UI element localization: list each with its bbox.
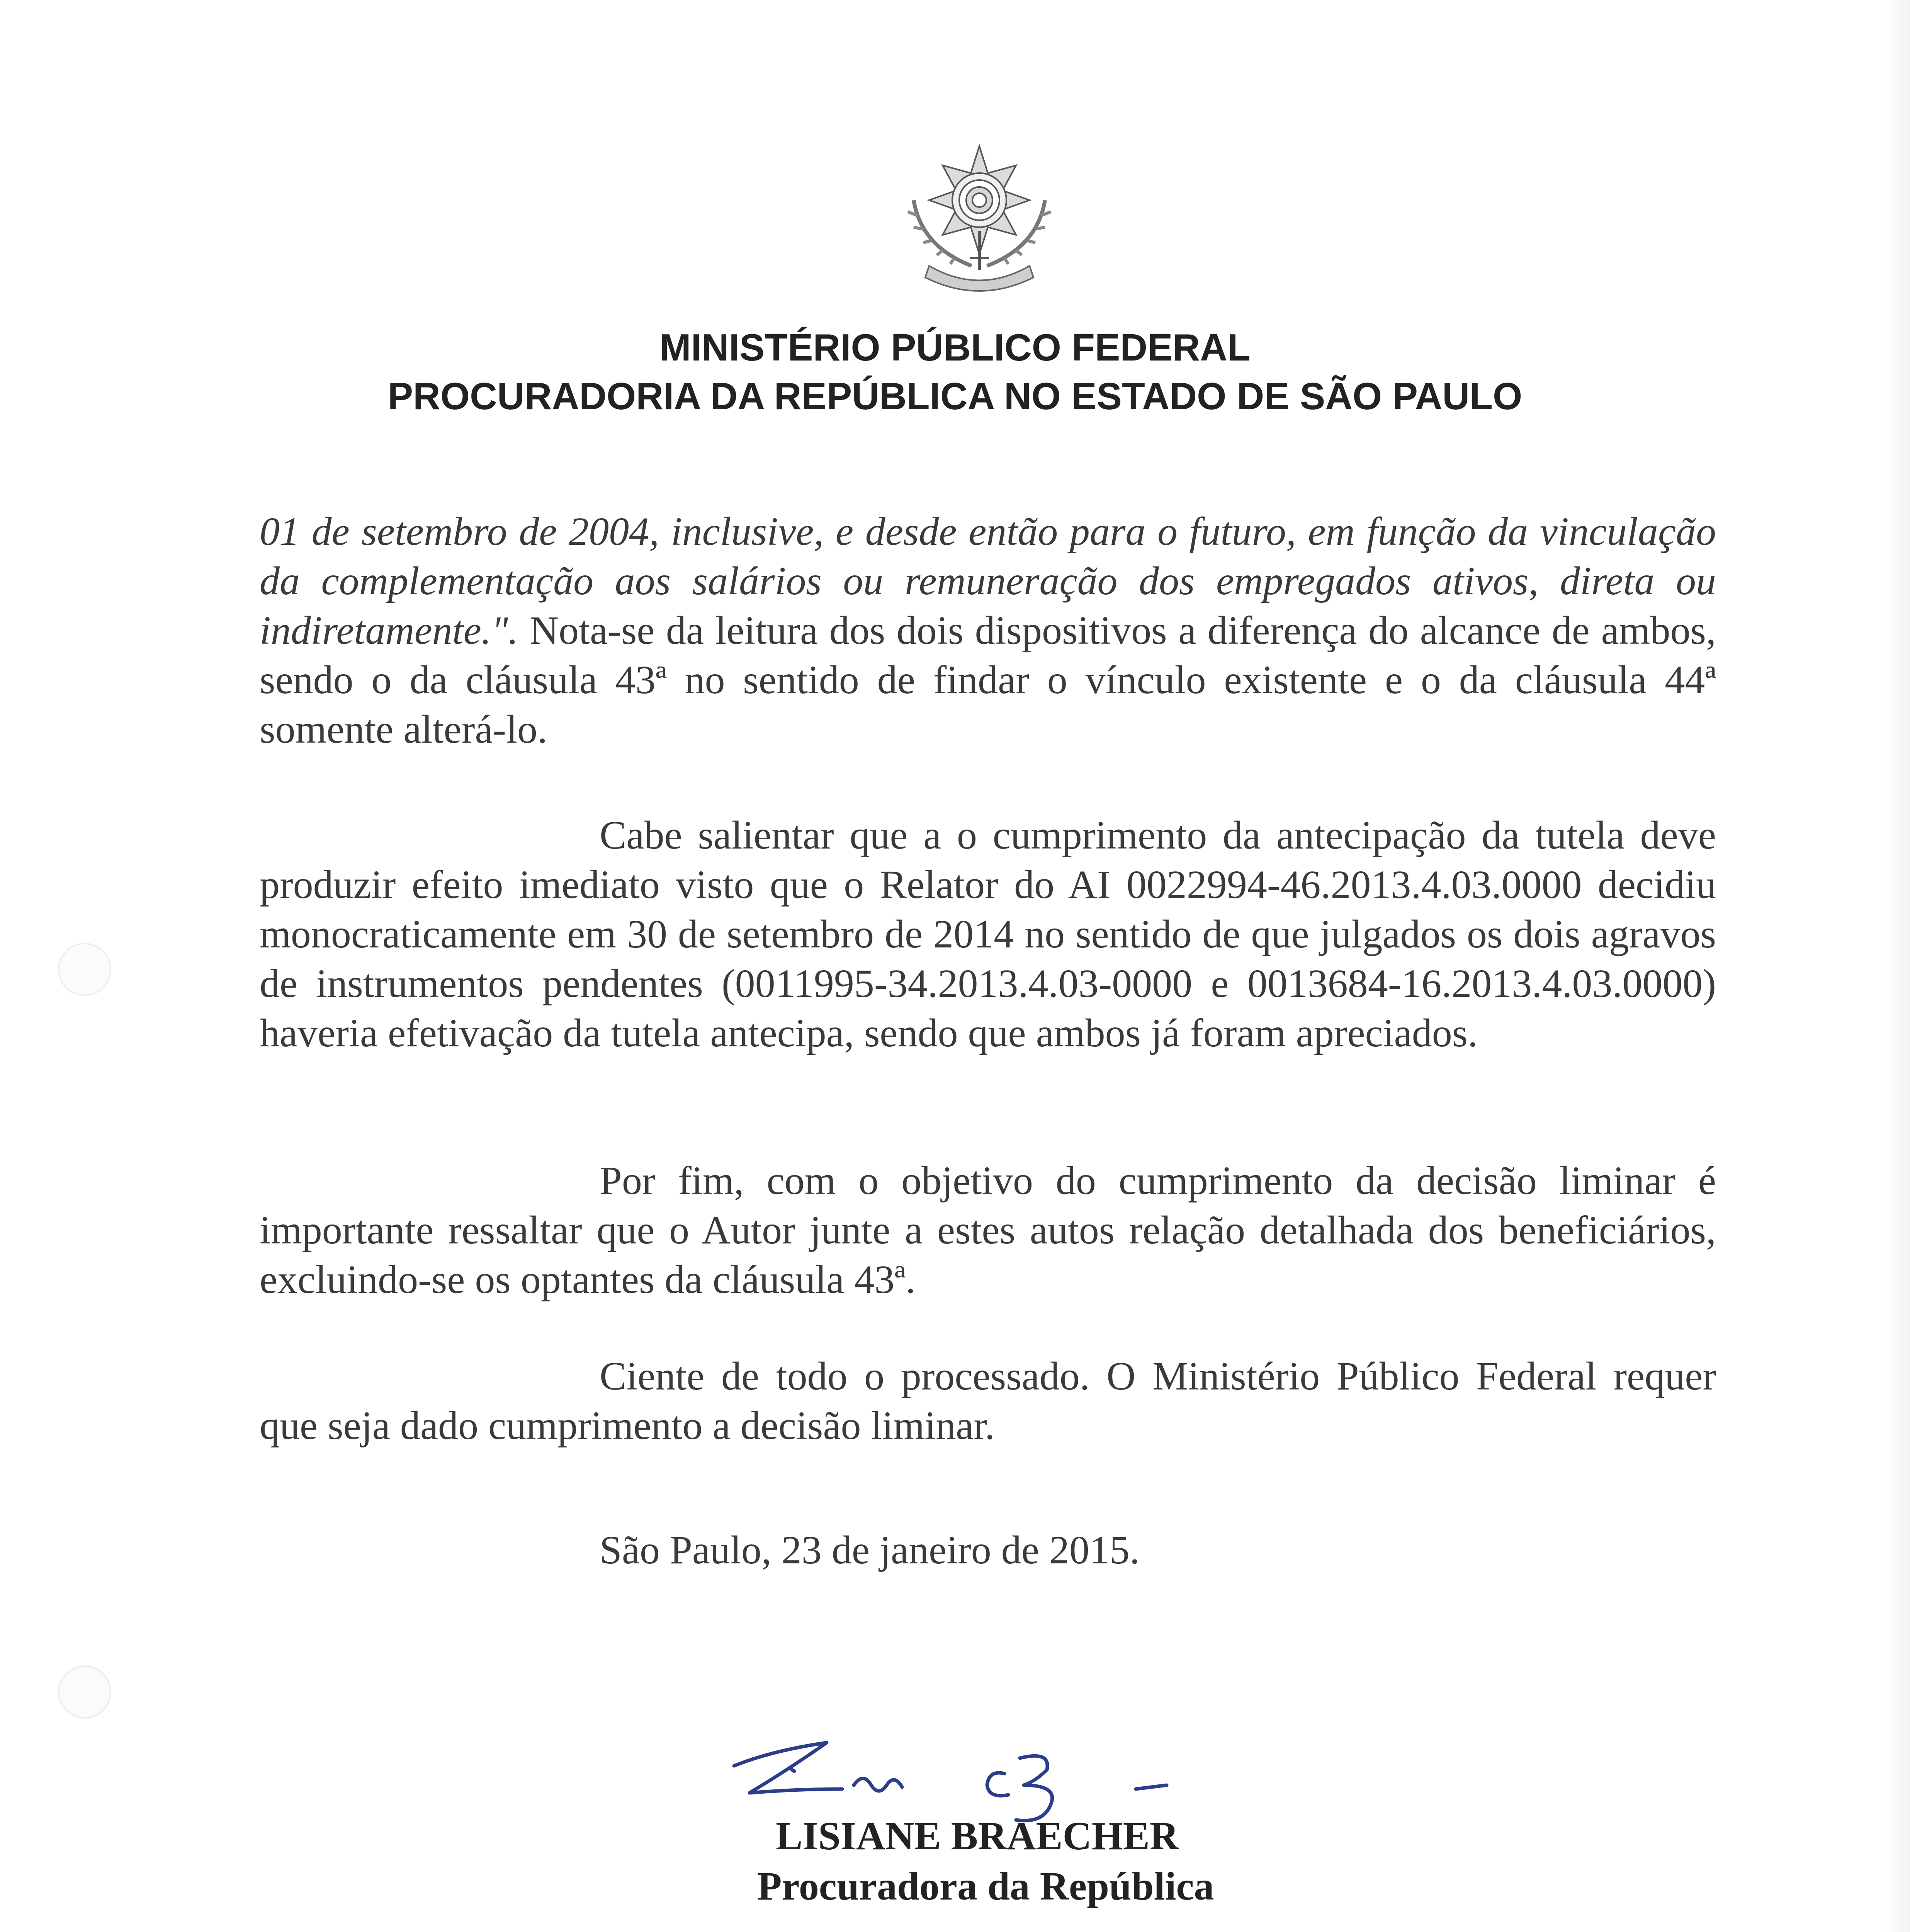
header-ministry: MINISTÉRIO PÚBLICO FEDERAL	[659, 326, 1251, 369]
paragraph-beneficiaries: Por fim, com o objetivo do cumprimento da decisão liminar é importante ressaltar que o Autor junte a estes autos relação detalhada dos beneficiários, excluindo-se os optantes da cláusula 43ª.	[260, 1158, 1716, 1302]
coat-of-arms-emblem	[887, 142, 1072, 297]
signer-title: Procuradora da República	[757, 1864, 1214, 1908]
paragraph-text: Nota-se da leitura dos dois dispositivos a diferença do alcance de ambos, sendo o da cláusula 43ª no sentido de findar o vínculo existente e o da cláusula 44ª somente alterá-lo.	[260, 608, 1716, 752]
paragraph-request: Ciente de todo o processado. O Ministério Público Federal requer que seja dado cumprimento a decisão liminar.	[260, 1354, 1716, 1448]
paragraph-tutela: Cabe salientar que a o cumprimento da antecipação da tutela deve produzir efeito imediato visto que o Relator do AI 0022994-46.2013.4.03.0000 decidiu monocraticamente em 30 de setembro de 2014 no sentido de que julgados os dois agravos de instrumentos pendentes (0011995-34.2013.4.03-0000 e 0013684-16.2013.4.03.0000) haveria efetivação da tutela antecipa, sendo que ambos já foram apreciados.	[260, 813, 1716, 1055]
paragraph-quote-continuation	[260, 507, 1716, 754]
punch-hole-mark	[58, 943, 111, 996]
signer-name: LISIANE BRAECHER	[776, 1814, 1179, 1858]
handwritten-signature	[726, 1727, 1198, 1828]
header-office: PROCURADORIA DA REPÚBLICA NO ESTADO DE SÃO PAULO	[387, 375, 1523, 417]
punch-hole-mark	[58, 1665, 111, 1719]
quoted-clause-text: 01 de setembro de 2004, inclusive, e desde então para o futuro, em função da vinculação da complementação aos salários ou remuneração dos empregados ativos, direta ou indiretamente.".	[260, 509, 1716, 653]
date-line: São Paulo, 23 de janeiro de 2015.	[600, 1528, 1140, 1572]
scan-edge	[1883, 0, 1910, 1932]
